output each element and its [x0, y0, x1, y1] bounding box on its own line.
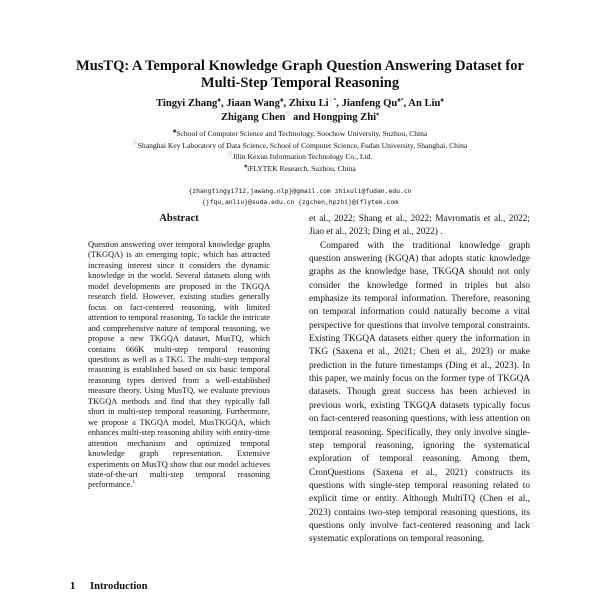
- affiliation-mark: ♠: [244, 163, 248, 170]
- affiliation: [30, 163, 570, 175]
- author-name: Jiaan Wang: [226, 98, 280, 109]
- author-name: Jianfeng Qu: [341, 98, 398, 109]
- paper-title: [30, 58, 570, 92]
- section-number: 1: [70, 581, 76, 592]
- author-list: [30, 97, 570, 125]
- author-name: Hongping Zhi: [312, 112, 377, 123]
- author-mark: ♣*: [397, 97, 404, 104]
- right-column: [309, 213, 530, 547]
- abstract-body: [88, 240, 270, 491]
- author-line-1: Tingyi Zhang♣, Jiaan Wang♣, Zhixu Li♢*, Jianfeng Qu♣*, An Liu♣: [156, 97, 444, 109]
- affiliation-mark: ♢: [132, 140, 138, 147]
- title-line-2: Multi-Step Temporal Reasoning: [200, 75, 400, 91]
- author-mark: ♡: [285, 111, 291, 118]
- author-mark: ♣: [279, 97, 284, 104]
- affiliation-text: iFLYTEK Research, Suzhou, China: [247, 163, 356, 173]
- author-name: Zhixu Li: [288, 98, 329, 109]
- author-mark: ♢*: [328, 97, 337, 104]
- section-heading-introduction: [70, 581, 148, 592]
- author-mark: ♠: [376, 111, 380, 118]
- author-mark: ♣: [440, 97, 444, 104]
- affiliation: [30, 151, 570, 163]
- section-title: Introduction: [90, 581, 148, 592]
- abstract-heading: Abstract: [159, 213, 199, 224]
- author-mark: ♣: [217, 97, 221, 104]
- affiliation-text: Shanghai Key Laboratory of Data Science, School of Computer Science, Fudan University, Shanghai, China: [137, 140, 468, 150]
- paragraph: Compared with the traditional knowledge graph question answering (KGQA) that adopts static knowledge graphs as the knowledge base, TKGQA should not only consider the knowledge formed in triples but also emphasize its temporal information. Therefore, reasoning on temporal information could naturally become a vital perspective for questions that involve temporal constraints. Existing TKGQA datasets either query the information in TKG (Saxena et al., 2021; Chen et al., 2023) or make prediction in the future timestamps (Ding et al., 2023). In this paper, we mainly focus on the former type of TKGQA datasets. Though great success has been achieved in previous work, existing TKGQA datasets typically focus on fact-centered reasoning questions, with less attention on temporal reasoning. Specifically, they only involve single-step temporal reasoning, ignoring the systematical exploration of temporal reasoning. Among them, CronQuestions (Saxena et al., 2021) constructs its questions with single-step temporal reasoning related to explicit time or entity. Although MultiTQ (Chen et al., 2023) contains two-step temporal reasoning questions, its questions only involve fact-centered reasoning and lack systematic explorations on temporal reasoning.: [309, 240, 530, 545]
- author-name: An Liu: [408, 98, 441, 109]
- affiliation-mark: ♡: [227, 151, 233, 158]
- affiliation-text: Jilin Kexun Information Technology Co., Ltd.: [232, 152, 373, 162]
- affiliation: [30, 128, 570, 140]
- title-line-1: MusTQ: A Temporal Knowledge Graph Question Answering Dataset for: [76, 58, 524, 74]
- author-line-2: [30, 111, 570, 125]
- email-list: [30, 186, 570, 208]
- author-name: Zhigang Chen: [220, 112, 286, 123]
- affiliation-list: [30, 128, 570, 174]
- abstract-text: Question answering over temporal knowledge graphs (TKGQA) is an emerging topic, which has attracted increasing interest since it considers the dynamic knowledge in the world. Several datasets along with model developments are proposed in the TKGQA research field. However, existing studies generally focus on fact-centered reasoning, with limited attention to temporal reasoning. To tackle the intricate and comprehensive nature of temporal reasoning, we propose a new TKGQA dataset, MusTQ, which contains 666K multi-step temporal reasoning questions as well as a TKG. The multi-step temporal reasoning is established based on six basic temporal reasoning types derived from a well-established measure theory. Using MusTQ, we evaluate previous TKGQA methods and find that they typically fall short in multi-step temporal reasoning. Furthermore, we propose a TKGQA model, MusTKGQA, which enhances multi-step reasoning ability with entity-time attention mechanism and optimized temporal knowledge graph representation. Extensive experiments on MusTQ show that our model achieves state-of-the-art multi-step temporal reasoning performance.: [88, 240, 270, 490]
- author-name: Tingyi Zhang: [156, 98, 218, 109]
- email-line-1: {zhangtingyi712,jawang.nlp}@gmail.com zhixuli@fudan.edu.cn: [188, 187, 412, 195]
- footnote-mark: 1: [132, 479, 136, 486]
- and-word: and: [293, 112, 311, 123]
- affiliation-mark: ♣: [172, 128, 177, 135]
- affiliation-text: School of Computer Science and Technology, Soochow University, Suzhou, China: [176, 129, 428, 138]
- affiliation: [30, 140, 570, 152]
- paragraph: et al., 2022; Shang et al., 2022; Mavromatis et al., 2022; Jiao et al., 2023; Ding et al., 2022) .: [309, 214, 530, 238]
- email-line-2: {jfqu,anliu}@suda.edu.cn {zgchen,hpzhi}@iflytek.com: [201, 198, 399, 206]
